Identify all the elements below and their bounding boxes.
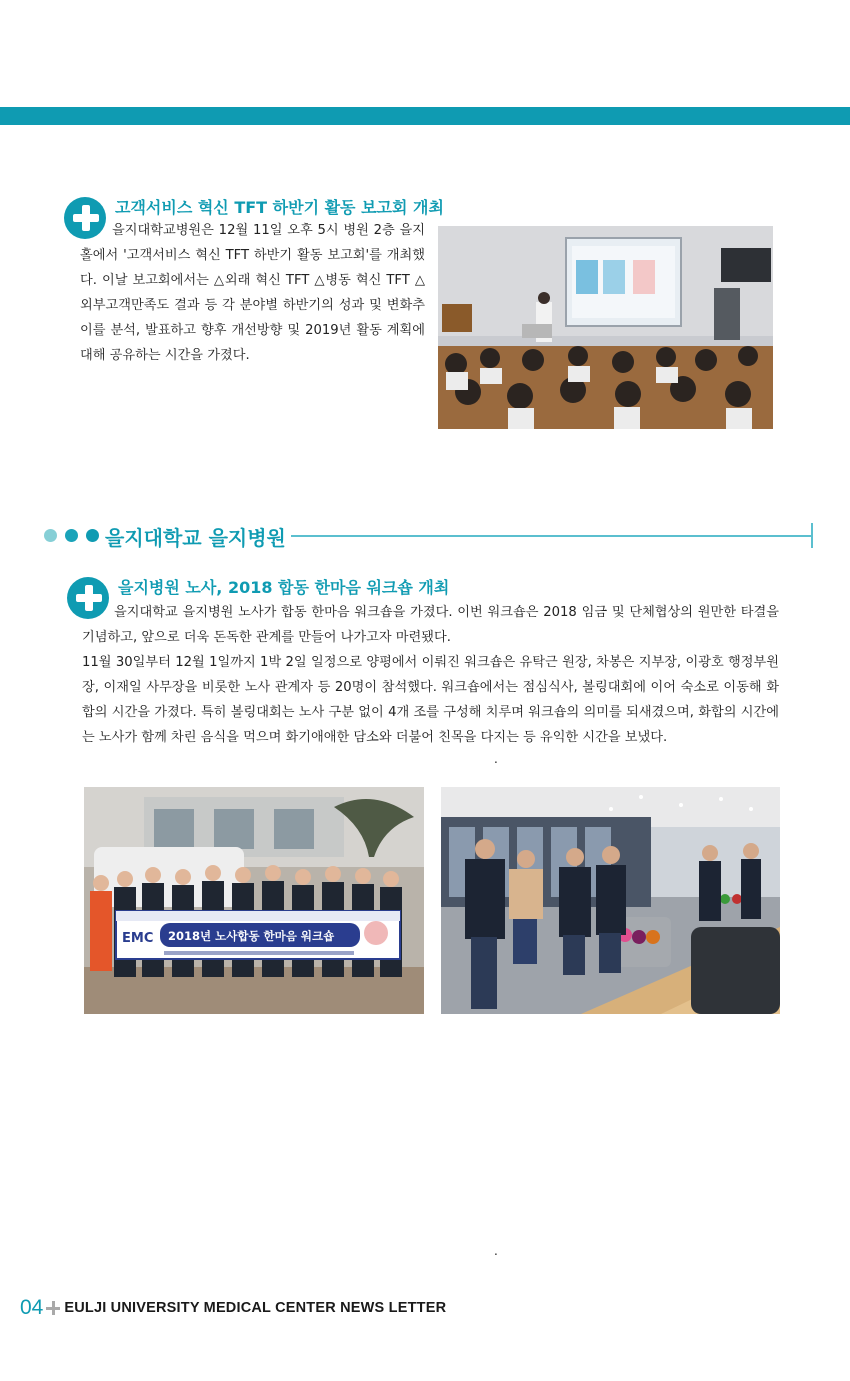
article-paragraph: 을지대학교병원은 12월 11일 오후 5시 병원 2층 을지홀에서 '고객서비스 혁신 TFT 하반기 활동 보고회'를 개최했다. 이날 보고회에서는 △외래 혁신 TFT △병동 혁신 TFT △외부고객만족도 결과 등 각 분야별 하반기의 성과 및 변화추이를 분석, 발표하고 향후 개선방향 및 2019년 활동 계획에 대해 공유하는 시간을 가졌다. xyxy=(80,223,425,363)
stray-mark: . xyxy=(494,752,498,766)
photo-report-meeting xyxy=(438,226,773,429)
article-paragraph: 을지대학교 을지병원 노사가 합동 한마음 워크숍을 가졌다. 이번 워크숍은 2018 임금 및 단체협상의 원만한 타결을 기념하고, 앞으로 더욱 돈독한 관계를 만들어 나가고자 마련됐다. xyxy=(82,605,779,645)
article-body-workshop xyxy=(82,600,779,750)
article-heading-tft-report: 고객서비스 혁신 TFT 하반기 활동 보고회 개최 xyxy=(115,198,444,217)
section-dot xyxy=(65,529,78,542)
section-dot xyxy=(44,529,57,542)
article-body-tft-report xyxy=(80,218,425,368)
section-title: 을지대학교 을지병원 xyxy=(105,526,286,550)
page-number: 04 xyxy=(20,1296,44,1319)
top-color-band xyxy=(0,107,850,125)
page-footer xyxy=(20,1296,446,1326)
section-dots xyxy=(44,529,104,543)
banner-title: 2018년 노사합동 한마음 워크숍 xyxy=(168,929,335,943)
article-heading-workshop: 을지병원 노사, 2018 합동 한마음 워크숍 개최 xyxy=(118,578,450,597)
plus-icon xyxy=(46,1301,60,1315)
photo-workshop-group xyxy=(84,787,424,1014)
article-paragraph: 11월 30일부터 12월 1일까지 1박 2일 일정으로 양평에서 이뤄진 워크숍은 유탁근 원장, 차봉은 지부장, 이광호 행정부원장, 이재일 사무장을 비롯한 노사 관계자 등 20명이 참석했다. 워크숍에서는 점심식사, 볼링대회에 이어 숙소로 이동해 화합의 시간을 가졌다. 특히 볼링대회는 노사 구분 없이 4개 조를 구성해 치루며 워크숍의 의미를 되새겼으며, 화합의 시간에는 노사가 함께 차린 음식을 먹으며 화기애애한 담소와 더불어 친목을 다지는 등 유익한 시간을 보냈다. xyxy=(82,655,779,745)
banner-logo: EMC xyxy=(122,931,154,946)
section-dot xyxy=(86,529,99,542)
section-divider xyxy=(291,535,812,537)
section-divider-end xyxy=(811,523,813,548)
photo-workshop-bowling xyxy=(441,787,780,1014)
stray-mark: . xyxy=(494,1244,498,1258)
newsletter-title: EULJI UNIVERSITY MEDICAL CENTER NEWS LETTER xyxy=(64,1300,447,1316)
